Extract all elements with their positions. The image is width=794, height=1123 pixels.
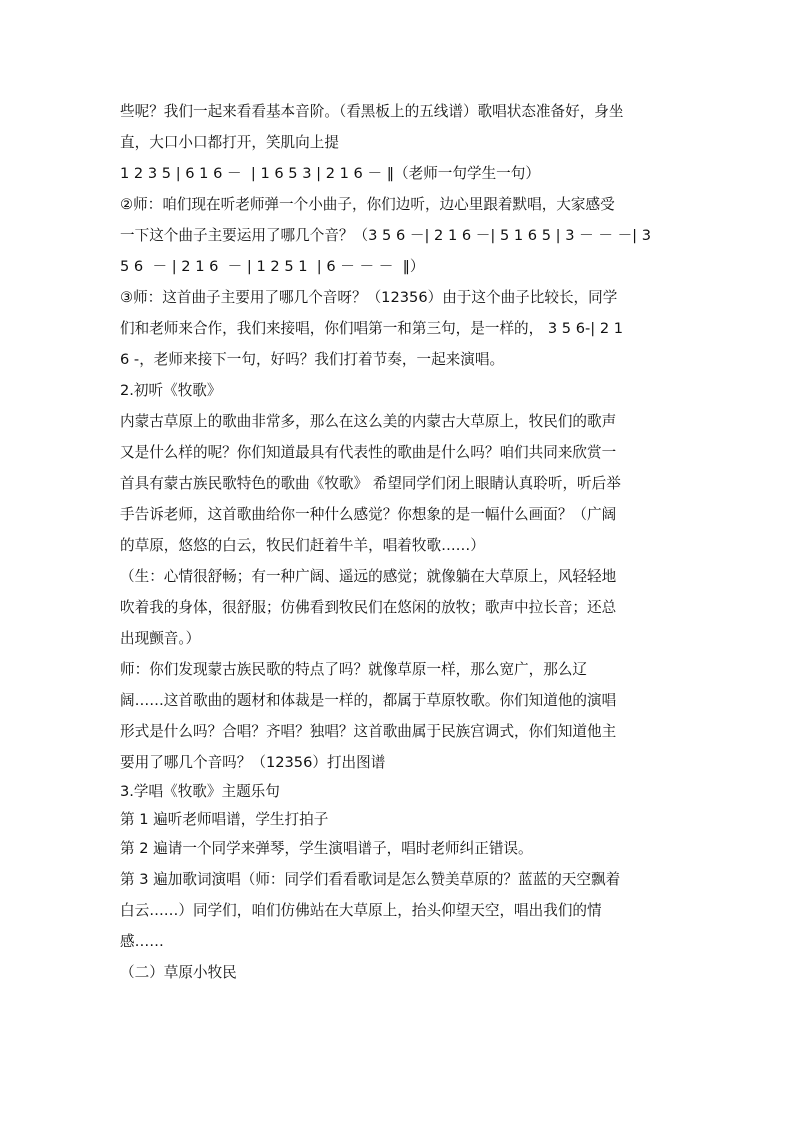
text-line: 直，大口小口都打开，笑肌向上提 — [120, 134, 339, 151]
text-line: 第 2 遍请一个同学来弹琴，学生演唱谱子，唱时老师纠正错误。 — [120, 840, 533, 857]
section-heading: 3.学唱《牧歌》主题乐句 — [120, 783, 280, 800]
text-line: ②师：咱们现在听老师弹一个小曲子，你们边听，边心里跟着默唱，大家感受 — [120, 196, 615, 213]
text-line: ③师：这首曲子主要用了哪几个音呀？（12356）由于这个曲子比较长，同学 — [120, 289, 618, 306]
text-line: 的草原，悠悠的白云，牧民们赶着牛羊，唱着牧歌……） — [120, 537, 485, 554]
document-body — [120, 96, 680, 988]
text-line: （生：心情很舒畅；有一种广阔、遥远的感觉；就像躺在大草原上，风轻轻地 — [120, 568, 617, 585]
text-line: 感…… — [120, 933, 164, 950]
text-line: 白云……）同学们，咱们仿佛站在大草原上，抬头仰望天空，唱出我们的情 — [120, 902, 602, 919]
text-line: 又是什么样的呢？你们知道最具有代表性的歌曲是什么吗？咱们共同来欣赏一 — [120, 444, 617, 461]
text-line: 第 1 遍听老师唱谱，学生打拍子 — [120, 810, 329, 828]
text-line: 出现颤音。） — [120, 630, 201, 647]
text-line: 第 3 遍加歌词演唱（师：同学们看看歌词是怎么赞美草原的？蓝蓝的天空飘着 — [120, 871, 621, 888]
text-line: 6 -，老师来接下一句，好吗？我们打着节奏，一起来演唱。 — [120, 351, 505, 368]
text-line: 手告诉老师，这首歌曲给你一种什么感觉？你想象的是一幅什么画面？（广阔 — [120, 506, 617, 523]
text-line: 师：你们发现蒙古族民歌的特点了吗？就像草原一样，那么宽广，那么辽 — [120, 661, 588, 678]
text-line: 形式是什么吗？合唱？齐唱？独唱？这首歌曲属于民族宫调式，你们知道他主 — [120, 723, 617, 740]
text-line: 一下这个曲子主要运用了哪几个音？（3 5 6 －| 2 1 6 －| 5 1 6 5 | 3 － － －| 3 — [120, 227, 652, 244]
text-line: 阔……这首歌曲的题材和体裁是一样的，都属于草原牧歌。你们知道他的演唱 — [120, 692, 617, 709]
notation-line: 1 2 3 5 | 6 1 6 － | 1 6 5 3 | 2 1 6 － ‖（老师一句学生一句） — [120, 165, 540, 182]
section-heading: 2.初听《牧歌》 — [120, 382, 222, 399]
text-line: 要用了哪几个音吗？（12356）打出图谱 — [120, 754, 386, 771]
text-line: 些呢？我们一起来看看基本音阶。（看黑板上的五线谱）歌唱状态准备好，身坐 — [120, 103, 624, 120]
text-line: 吹着我的身体，很舒服；仿佛看到牧民们在悠闲的放牧；歌声中拉长音；还总 — [120, 599, 617, 616]
text-line: 首具有蒙古族民歌特色的歌曲《牧歌》 希望同学们闭上眼睛认真聆听，听后举 — [120, 475, 621, 492]
text-line: 内蒙古草原上的歌曲非常多，那么在这么美的内蒙古大草原上，牧民们的歌声 — [120, 413, 617, 430]
notation-line: 5 6 － | 2 1 6 － | 1 2 5 1 | 6 － － － ‖） — [120, 258, 425, 275]
text-line: 们和老师来合作，我们来接唱，你们唱第一和第三句，是一样的， 3 5 6-| 2 1 — [120, 320, 624, 337]
section-heading: （二）草原小牧民 — [120, 964, 237, 981]
